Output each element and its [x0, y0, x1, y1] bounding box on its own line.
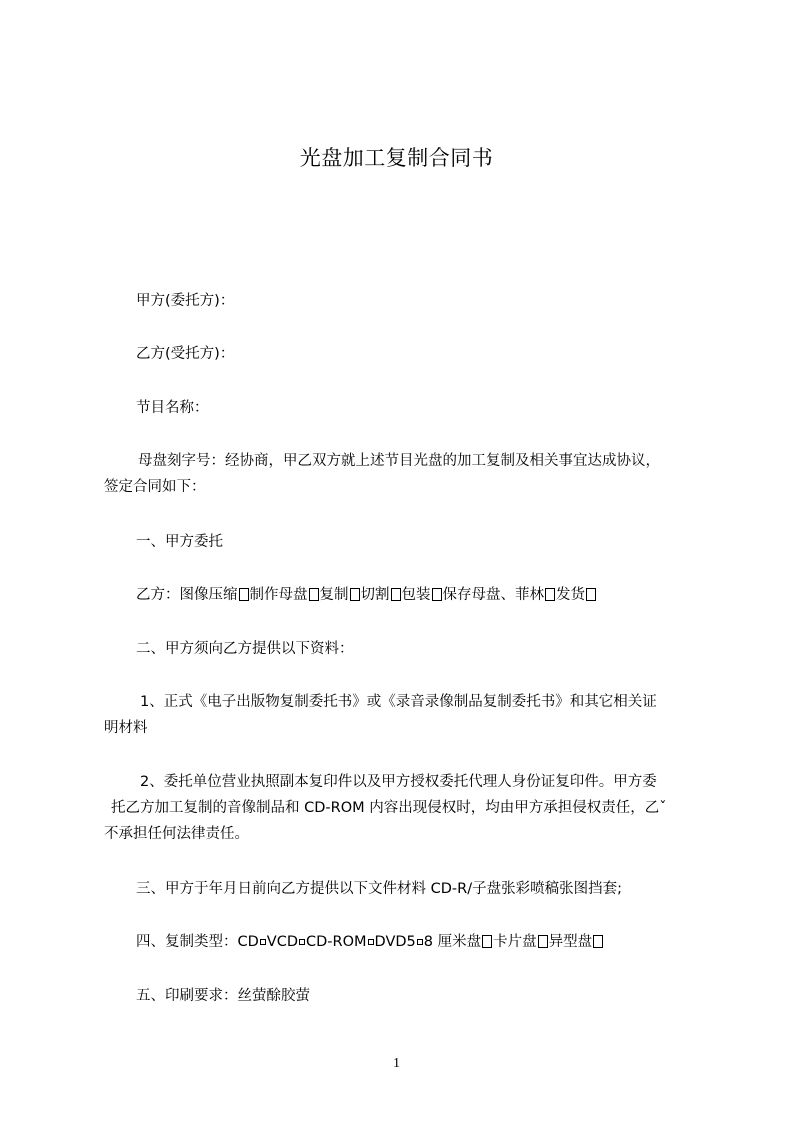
- copy-type-label: 卡片盘: [493, 934, 537, 950]
- section-5-line: 五、印刷要求：丝萤酴胶萤: [136, 988, 310, 1004]
- section-1-prefix: 乙方：: [136, 587, 180, 603]
- section-2-heading: 二、甲方须向乙方提供以下资料：: [136, 641, 354, 657]
- checkbox-icon[interactable]: [593, 935, 603, 948]
- checkbox-icon[interactable]: [239, 588, 249, 601]
- checkbox-icon[interactable]: [432, 588, 442, 601]
- service-label: 发货: [556, 587, 585, 603]
- section-2-item-1: [104, 689, 709, 741]
- party-b-line: 乙方(受托方)：: [136, 346, 235, 362]
- program-name-line: 节目名称：: [136, 400, 209, 416]
- service-label: 图像压缩: [179, 587, 238, 603]
- checkbox-icon[interactable]: [350, 588, 360, 601]
- page-number: 1: [393, 1056, 400, 1071]
- section-2-item-1-line-2: 明材料: [104, 720, 148, 736]
- copy-type-label: 8 厘米盘: [423, 934, 482, 950]
- service-label: 切割: [360, 587, 390, 603]
- service-label: 包装: [401, 587, 431, 603]
- checkbox-icon[interactable]: [260, 939, 266, 945]
- master-intro-paragraph: [104, 448, 709, 500]
- copy-type-label: CD: [237, 934, 259, 950]
- master-intro-line-2: 签定合同如下：: [104, 479, 206, 495]
- checkbox-icon[interactable]: [391, 588, 401, 601]
- party-a-line: 甲方(委托方)：: [136, 293, 235, 309]
- section-1-heading: 一、甲方委托: [136, 534, 223, 550]
- document-title: 光盘加工复制合同书: [299, 146, 494, 170]
- section-2-item-2-line-3: 不承担任何法律责任。: [104, 826, 249, 842]
- section-2-item-2-line-2: 托乙方加工复制的音像制品和 CD-ROM 内容出现侵权时，均由甲方承担侵权责任，乙ˇ: [111, 800, 667, 816]
- section-3-line: 三、甲方于年月日前向乙方提供以下文件材料 CD-R/子盘张彩喷稿张图挡套;: [136, 881, 622, 897]
- checkbox-icon[interactable]: [545, 588, 555, 601]
- checkbox-icon[interactable]: [482, 935, 492, 948]
- copy-type-label: CD-ROM: [306, 934, 367, 950]
- section-4-copy-types: [104, 929, 741, 955]
- checkbox-icon[interactable]: [417, 939, 423, 945]
- service-label: 保存母盘、菲林: [442, 587, 544, 603]
- section-2-item-2: [104, 769, 709, 847]
- service-label: 复制: [319, 587, 349, 603]
- section-4-prefix: 四、复制类型：: [136, 934, 238, 950]
- section-1-services: [104, 582, 741, 608]
- checkbox-icon[interactable]: [309, 588, 319, 601]
- checkbox-icon[interactable]: [299, 939, 305, 945]
- master-intro-line-1: 母盘刻字号：经协商，甲乙双方就上述节目光盘的加工复制及相关事宜达成协议，: [138, 453, 660, 469]
- section-2-item-1-line-1: 1、正式《电子出版物复制委托书》或《录音录像制品复制委托书》和其它相关证: [140, 694, 657, 710]
- copy-type-label: DVD5: [374, 934, 416, 950]
- copy-type-label: 异型盘: [548, 934, 593, 950]
- checkbox-icon[interactable]: [538, 935, 548, 948]
- section-2-item-2-line-1: 2、委托单位营业执照副本复印件以及甲方授权委托代理人身份证复印件。甲方委: [140, 774, 657, 790]
- copy-type-label: VCD: [266, 934, 299, 950]
- checkbox-icon[interactable]: [368, 939, 374, 945]
- service-label: 制作母盘: [249, 587, 308, 603]
- checkbox-icon[interactable]: [586, 588, 596, 601]
